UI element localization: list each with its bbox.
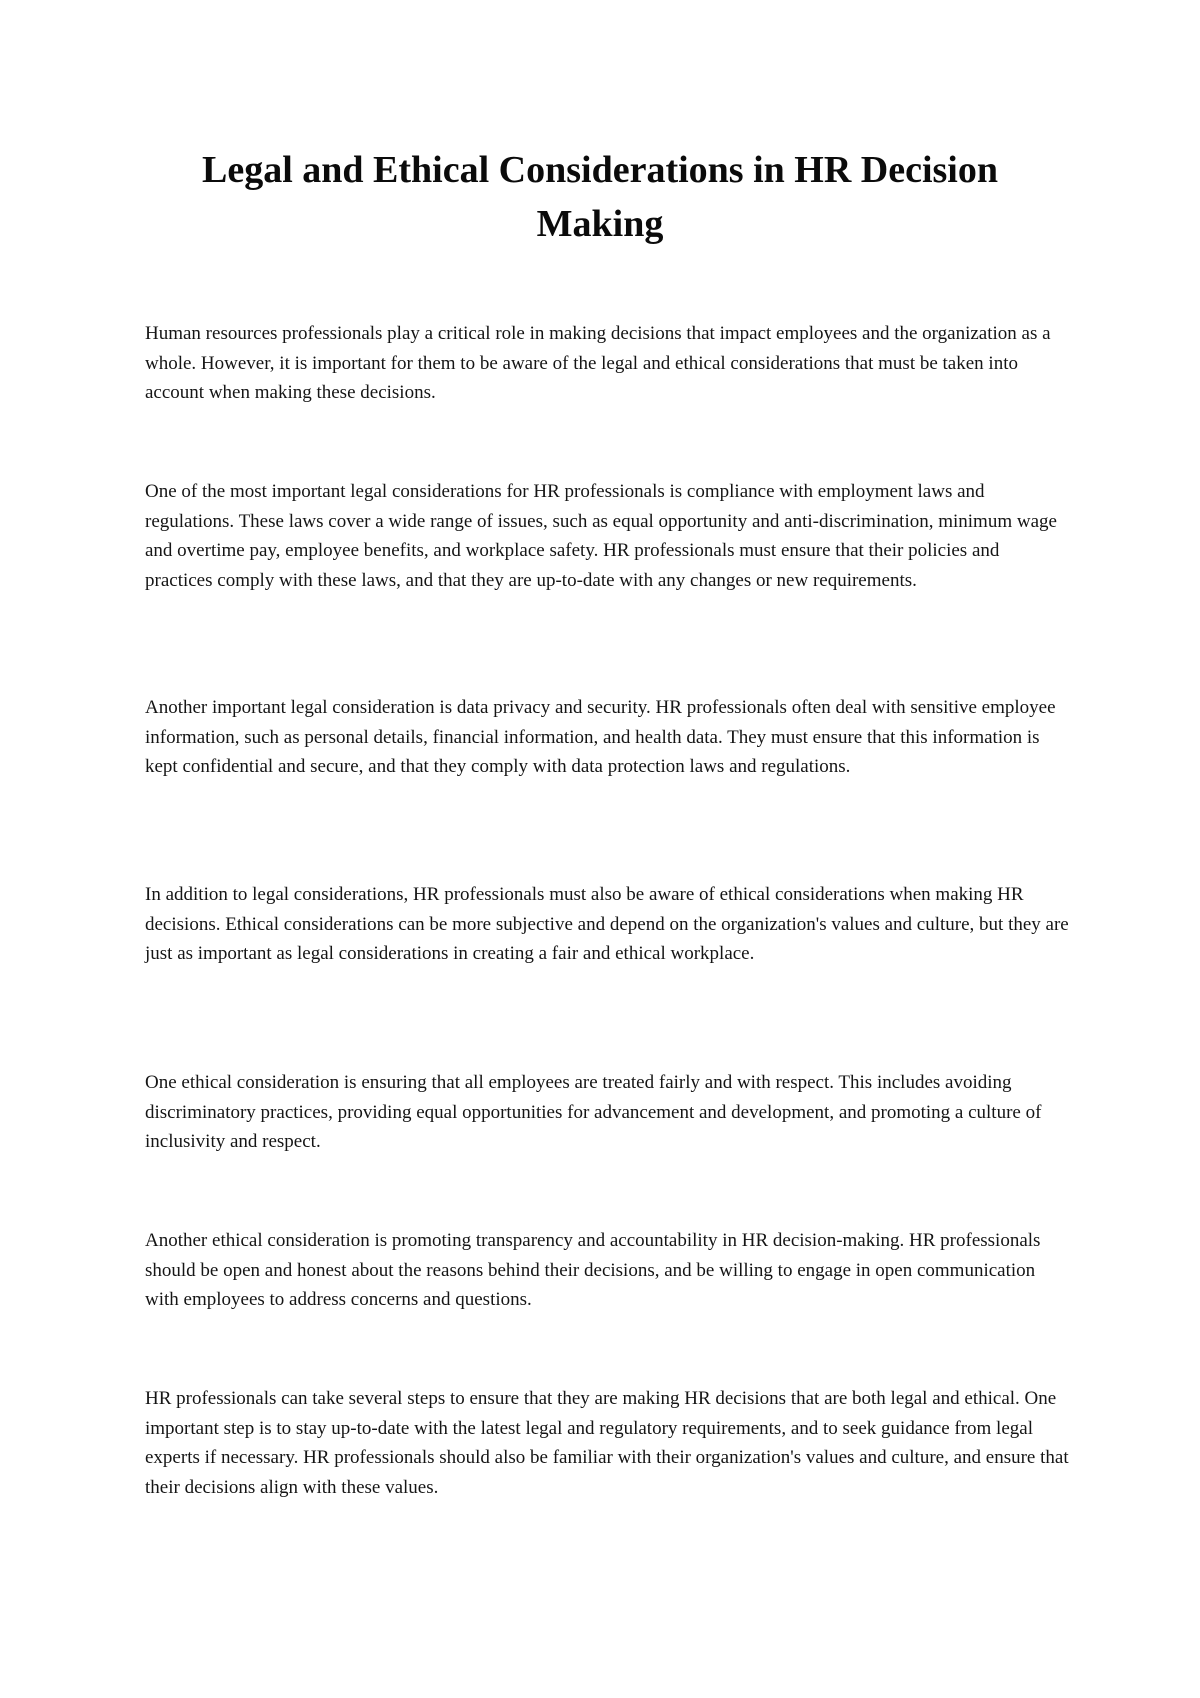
paragraph-data-privacy: Another important legal consideration is data privacy and security. HR professionals often deal with sensitive employee information, such as personal details, financial information, and health data. They must ensure that this information is kept confidential and secure, and that they comply with data protection laws and regulations. — [145, 697, 1056, 777]
paragraph-ethical-considerations: In addition to legal considerations, HR professionals must also be aware of ethical considerations when making HR decisions. Ethical considerations can be more subjective and depend on the organization's values and culture, but they are just as important as legal considerations in creating a fair and ethical workplace. — [145, 884, 1069, 964]
document-title: Legal and Ethical Considerations in HR Decision Making — [202, 149, 998, 245]
paragraph-transparency: Another ethical consideration is promoting transparency and accountability in HR decision-making. HR professionals should be open and honest about the reasons behind their decisions, and be willing to engage in open communication with employees to address concerns and questions. — [145, 1230, 1041, 1310]
paragraph-employment-laws: One of the most important legal considerations for HR professionals is compliance with employment laws and regulations. These laws cover a wide range of issues, such as equal opportunity and anti-discrimination, minimum wage and overtime pay, employee benefits, and workplace safety. HR professionals must ensure that their policies and practices comply with these laws, and that they are up-to-date with any changes or new requirements. — [145, 481, 1057, 591]
paragraph-intro: Human resources professionals play a critical role in making decisions that impact employees and the organization as a whole. However, it is important for them to be aware of the legal and ethical considerations that must be taken into account when making these decisions. — [145, 323, 1051, 403]
paragraph-fair-treatment: One ethical consideration is ensuring that all employees are treated fairly and with respect. This includes avoiding discriminatory practices, providing equal opportunities for advancement and development, and promoting a culture of inclusivity and respect. — [145, 1072, 1042, 1152]
paragraph-steps: HR professionals can take several steps to ensure that they are making HR decisions that are both legal and ethical. One important step is to stay up-to-date with the latest legal and regulatory requirements, and to seek guidance from legal experts if necessary. HR professionals should also be familiar with their organization's values and culture, and ensure that their decisions align with these values. — [145, 1388, 1069, 1498]
